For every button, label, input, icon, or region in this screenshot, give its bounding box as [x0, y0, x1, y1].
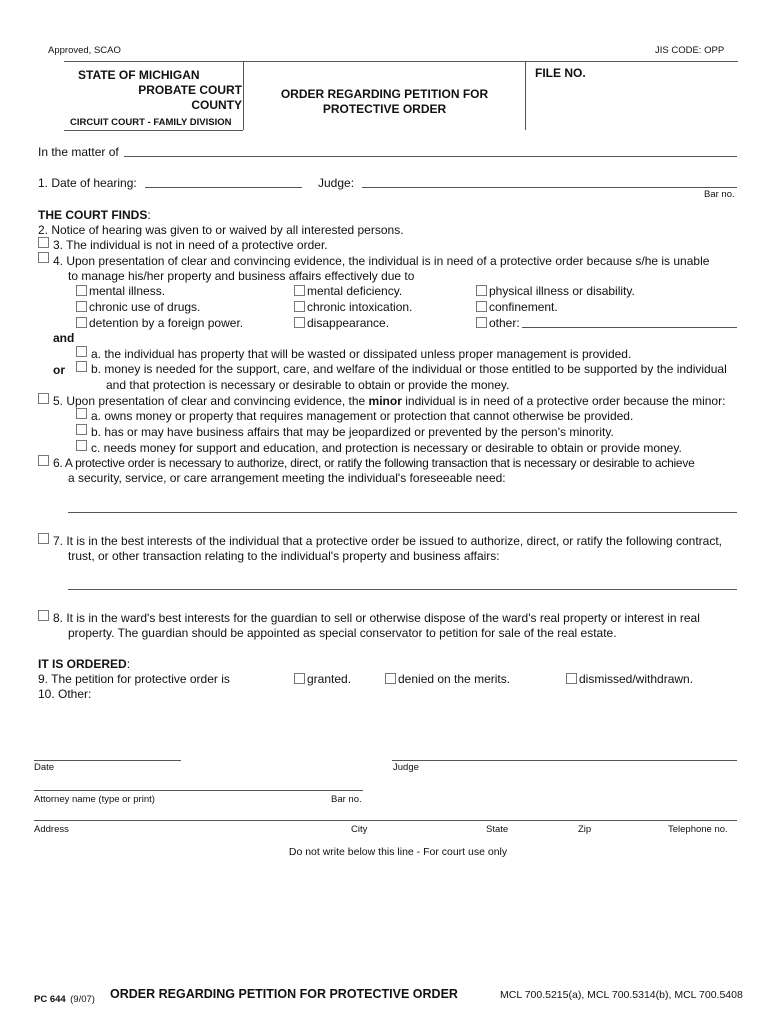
finding-item6-line1: 6. A protective order is necessary to authorize, direct, or ratify the following transaction that is necessary or desirable to achieve	[53, 456, 695, 470]
reason-disappearance[interactable]	[294, 316, 389, 330]
finding-item7-line1: 7. It is in the best interests of the individual that a protective order be issued to authorize, direct, or ratify the following contract,	[53, 534, 723, 548]
reason-physical-illness[interactable]	[476, 284, 635, 298]
item7-checkbox[interactable]	[38, 533, 49, 544]
item8-checkbox[interactable]	[38, 610, 49, 621]
telephone-label: Telephone no.	[668, 824, 728, 835]
jis-code: JIS CODE: OPP	[655, 45, 725, 56]
finding-item2: 2. Notice of hearing was given to or waived by all interested persons.	[38, 223, 404, 237]
ordered-heading	[38, 657, 130, 671]
reason-checkbox[interactable]	[476, 317, 487, 328]
footer-form-id	[34, 989, 95, 1007]
reason-confinement[interactable]	[476, 300, 558, 314]
reason-checkbox[interactable]	[76, 301, 87, 312]
dismissed-label: dismissed/withdrawn.	[579, 672, 694, 686]
judge-signature-field[interactable]	[392, 760, 737, 761]
finding-item5-post: individual is in need of a protective order because the minor:	[401, 394, 726, 408]
file-no-label: FILE NO.	[535, 66, 586, 80]
reason-other[interactable]	[476, 316, 520, 330]
judge-signature-label: Judge	[393, 762, 419, 773]
finding-item4-line1: 4. Upon presentation of clear and convincing evidence, the individual is in need of a protective order because s/he is unable	[53, 254, 710, 268]
hearing-date-label: 1. Date of hearing:	[38, 176, 137, 190]
reason-checkbox[interactable]	[76, 285, 87, 296]
item6-checkbox[interactable]	[38, 455, 49, 466]
attorney-label: Attorney name (type or print)	[34, 794, 155, 805]
date-label: Date	[34, 762, 55, 773]
item6-field[interactable]	[68, 512, 737, 513]
denied-label: denied on the merits.	[398, 672, 511, 686]
header-divider-2	[525, 61, 526, 130]
header-top-rule	[64, 61, 738, 62]
reason-mental-illness[interactable]	[76, 284, 165, 298]
item4a-checkbox[interactable]	[76, 346, 87, 357]
hearing-date-field[interactable]	[145, 187, 302, 188]
reason-confinement-label: confinement.	[489, 300, 558, 314]
reason-physical-illness-label: physical illness or disability.	[489, 284, 635, 298]
reason-mental-deficiency-label: mental deficiency.	[307, 284, 403, 298]
zip-label: Zip	[578, 824, 592, 835]
denied-checkbox[interactable]	[385, 673, 396, 684]
item4-checkbox[interactable]	[38, 252, 49, 263]
bar-no-label: Bar no.	[704, 189, 735, 200]
other-order-field[interactable]	[100, 684, 737, 744]
judge-field[interactable]	[362, 187, 737, 188]
reason-detention[interactable]	[76, 316, 243, 330]
finding-item5	[53, 394, 725, 408]
header-bottom-rule-left	[64, 130, 243, 131]
finding-item3: 3. The individual is not in need of a protective order.	[53, 238, 328, 252]
address-label: Address	[34, 824, 69, 835]
ordered-text: IT IS ORDERED	[38, 657, 127, 671]
form-title-line1: ORDER REGARDING PETITION FOR	[280, 87, 489, 101]
reason-other-field[interactable]	[522, 327, 737, 328]
reason-disappearance-label: disappearance.	[307, 316, 390, 330]
finding-item8-line2: property. The guardian should be appointed as special conservator to petition for sale of the real estate.	[68, 626, 617, 640]
reason-mental-illness-label: mental illness.	[89, 284, 166, 298]
finding-item5b: b. has or may have business affairs that may be jeopardized or prevented by the person's minority.	[91, 425, 614, 439]
finding-item6-line2: a security, service, or care arrangement meeting the individual's foreseeable need:	[68, 471, 506, 485]
item4b-checkbox[interactable]	[76, 361, 87, 372]
finding-item4b-line2: and that protection is necessary or desirable to obtain or provide the money.	[106, 378, 510, 392]
reason-other-label: other:	[489, 316, 520, 330]
granted-checkbox[interactable]	[294, 673, 305, 684]
footer-form-title: ORDER REGARDING PETITION FOR PROTECTIVE ORDER	[110, 987, 458, 1001]
finding-item4-line2: to manage his/her property and business affairs effectively due to	[68, 269, 415, 283]
court-use-notice: Do not write below this line - For court use only	[288, 846, 508, 858]
address-field[interactable]	[34, 820, 737, 821]
reason-chronic-intoxication-label: chronic intoxication.	[307, 300, 413, 314]
attorney-field[interactable]	[34, 790, 363, 791]
dismissed-checkbox[interactable]	[566, 673, 577, 684]
probate-court-label: PROBATE COURT	[138, 83, 242, 97]
reason-checkbox[interactable]	[476, 301, 487, 312]
finding-item5-minor: minor	[368, 394, 402, 408]
form-title-line2: PROTECTIVE ORDER	[322, 102, 447, 116]
finding-item4b-line1: b. money is needed for the support, care, and welfare of the individual or those entitled to be supported by the individual	[91, 362, 727, 376]
state-label: STATE OF MICHIGAN	[78, 68, 200, 82]
reason-mental-deficiency[interactable]	[294, 284, 402, 298]
attorney-bar-no-label: Bar no.	[331, 794, 362, 805]
finding-item4a: a. the individual has property that will be wasted or dissipated unless proper management is provided.	[91, 347, 632, 361]
county-label: COUNTY	[191, 98, 242, 112]
and-label: and	[53, 331, 75, 345]
item7-field[interactable]	[68, 589, 737, 590]
granted-label: granted.	[307, 672, 352, 686]
reason-detention-label: detention by a foreign power.	[89, 316, 244, 330]
matter-field[interactable]	[124, 156, 737, 157]
footer-mcl: MCL 700.5215(a), MCL 700.5314(b), MCL 700.5408	[500, 989, 743, 1001]
city-label: City	[351, 824, 368, 835]
date-field[interactable]	[34, 760, 181, 761]
reason-checkbox[interactable]	[294, 285, 305, 296]
reason-checkbox[interactable]	[76, 317, 87, 328]
finding-item5a: a. owns money or property that requires management or protection that cannot otherwise be provided.	[91, 409, 634, 423]
court-finds-heading	[38, 208, 151, 222]
item5a-checkbox[interactable]	[76, 408, 87, 419]
item3-checkbox[interactable]	[38, 237, 49, 248]
order-item10: 10. Other:	[38, 687, 92, 701]
reason-chronic-intoxication[interactable]	[294, 300, 412, 314]
file-no-field[interactable]	[527, 80, 737, 128]
item5c-checkbox[interactable]	[76, 440, 87, 451]
reason-chronic-drugs-label: chronic use of drugs.	[89, 300, 201, 314]
reason-checkbox[interactable]	[476, 285, 487, 296]
order-item9: 9. The petition for protective order is	[38, 672, 230, 686]
reason-checkbox[interactable]	[294, 317, 305, 328]
form-date: (9/07)	[70, 994, 95, 1005]
ordered-colon: :	[126, 657, 131, 671]
form-id: PC 644	[34, 994, 66, 1005]
state-label-address: State	[486, 824, 509, 835]
approved-scao: Approved, SCAO	[48, 45, 121, 56]
item5-checkbox[interactable]	[38, 393, 49, 404]
reason-chronic-drugs[interactable]	[76, 300, 200, 314]
court-finds-colon: :	[147, 208, 151, 222]
finding-item8-line1: 8. It is in the ward's best interests for the guardian to sell or otherwise dispose of the ward's real property or interest in real	[53, 611, 700, 625]
finding-item5c: c. needs money for support and education, and protection is necessary or desirable to obtain or provide money.	[91, 441, 682, 455]
or-label: or	[53, 363, 65, 377]
court-finds-text: THE COURT FINDS	[38, 208, 148, 222]
item5b-checkbox[interactable]	[76, 424, 87, 435]
judge-label: Judge:	[318, 176, 355, 190]
finding-item5-pre: 5. Upon presentation of clear and convincing evidence, the	[53, 394, 369, 408]
finding-item7-line2: trust, or other transaction relating to the individual's property and business affairs:	[68, 549, 500, 563]
circuit-court-label: CIRCUIT COURT - FAMILY DIVISION	[70, 117, 232, 128]
matter-label: In the matter of	[38, 145, 119, 159]
reason-checkbox[interactable]	[294, 301, 305, 312]
